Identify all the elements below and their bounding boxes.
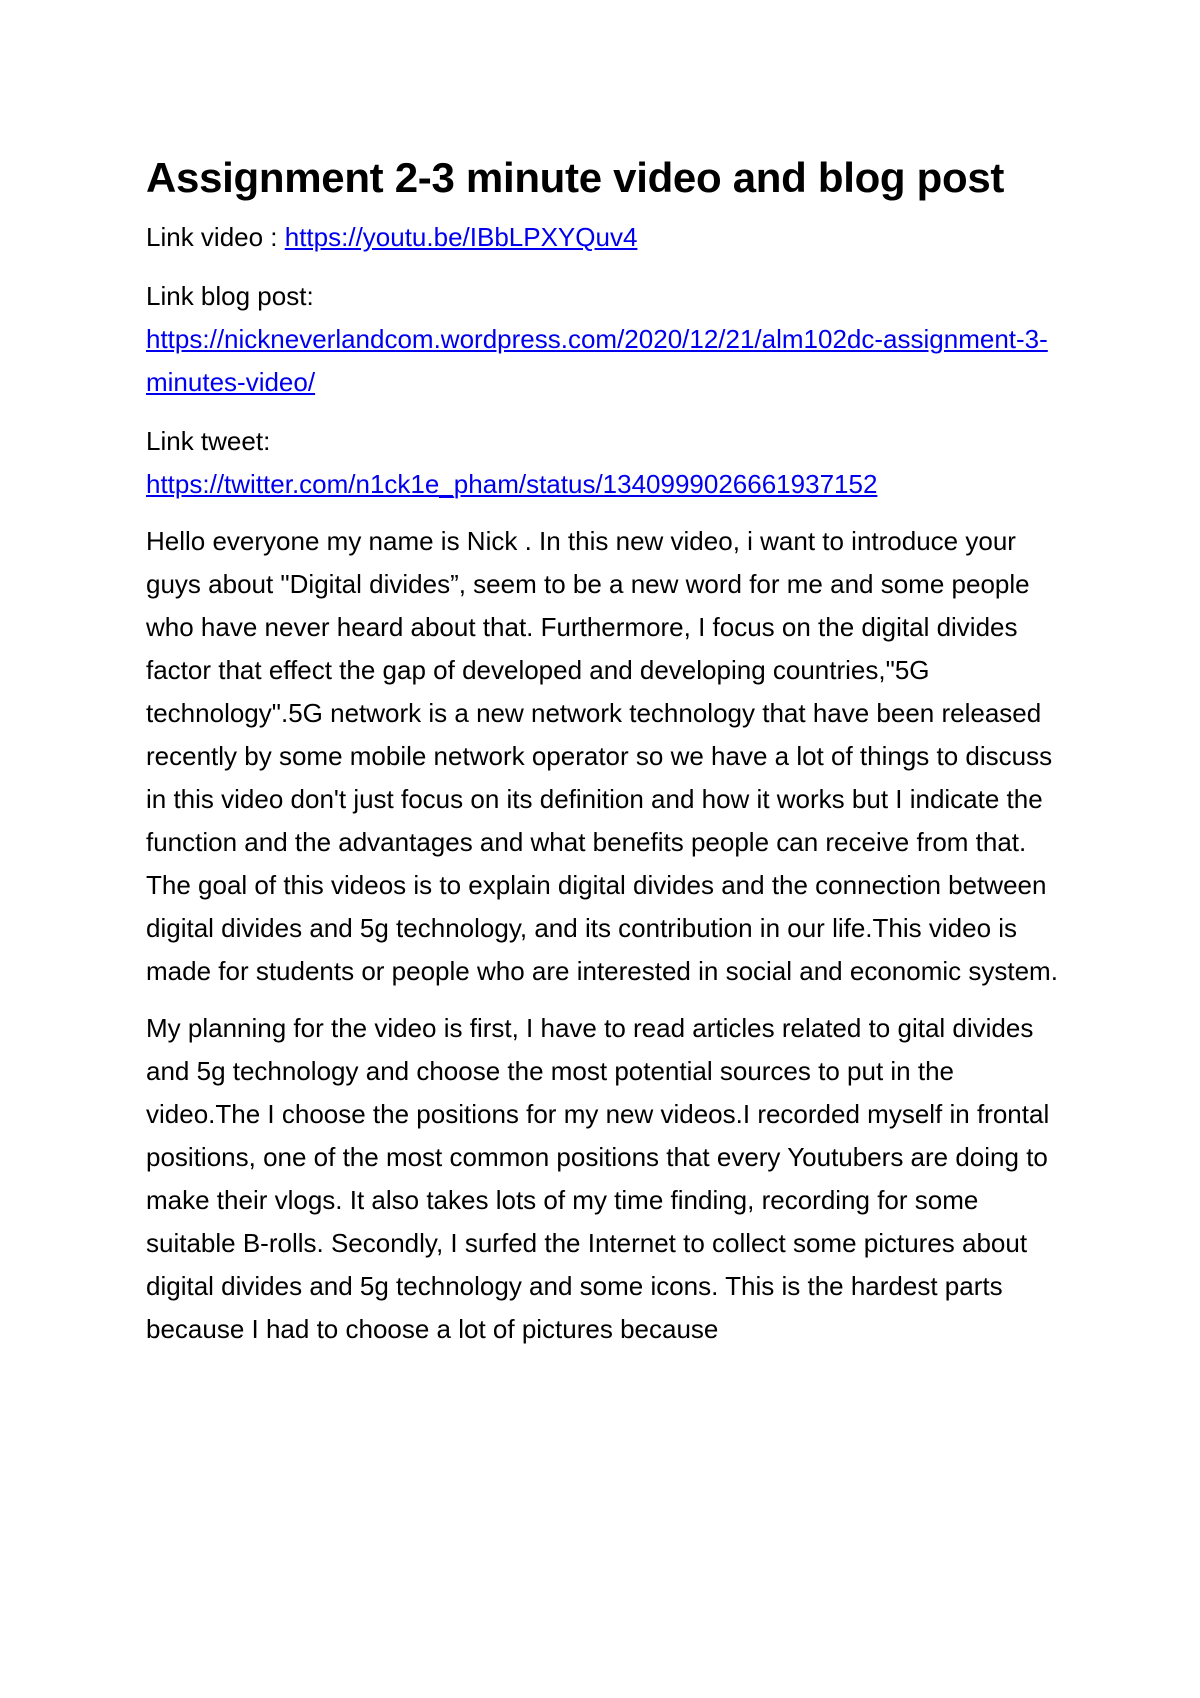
paragraph-planning: My planning for the video is first, I have to read articles related to gital divides and 5g technology and choose the most potential sources to put in the video.The I choose the positions for my new videos.I recorded myself in frontal positions, one of the most common positions that every Youtubers are doing to make their vlogs. It also takes lots of my time finding, recording for some suitable B-rolls. Secondly, I surfed the Internet to collect some pictures about digital divides and 5g technology and some icons. This is the hardest parts because I had to choose a lot of pictures because [146,1013,1050,1344]
document-title: Assignment 2-3 minute video and blog post [146,154,1005,201]
tweet-link-line [146,463,1066,506]
video-link-line [146,216,1066,259]
paragraph-intro: Hello everyone my name is Nick . In this new video, i want to introduce your guys about "Digital divides”, seem to be a new word for me and some people who have never heard about that. Furthermore, I focus on the digital divides factor that effect the gap of developed and developing countries,"5G technology".5G network is a new network technology that have been released recently by some mobile network operator so we have a lot of things to discuss in this video don't just focus on its definition and how it works but I indicate the function and the advantages and what benefits people can receive from that. The goal of this videos is to explain digital divides and the connection between digital divides and 5g technology, and its contribution in our life.This video is made for students or people who are interested in social and economic system. [146,526,1058,986]
tweet-link[interactable]: https://twitter.com/n1ck1e_pham/status/1340999026661937152 [146,469,878,499]
blog-link-label: Link blog post: [146,281,314,311]
video-link-label: Link video : [146,222,285,252]
blog-link-line [146,318,1066,404]
document-body [146,148,1066,1351]
tweet-link-label: Link tweet: [146,426,271,456]
video-link[interactable]: https://youtu.be/IBbLPXYQuv4 [284,222,638,252]
blog-link[interactable]: https://nickneverlandcom.wordpress.com/2020/12/21/alm102dc-assignment-3-minutes-video/ [146,324,1048,397]
